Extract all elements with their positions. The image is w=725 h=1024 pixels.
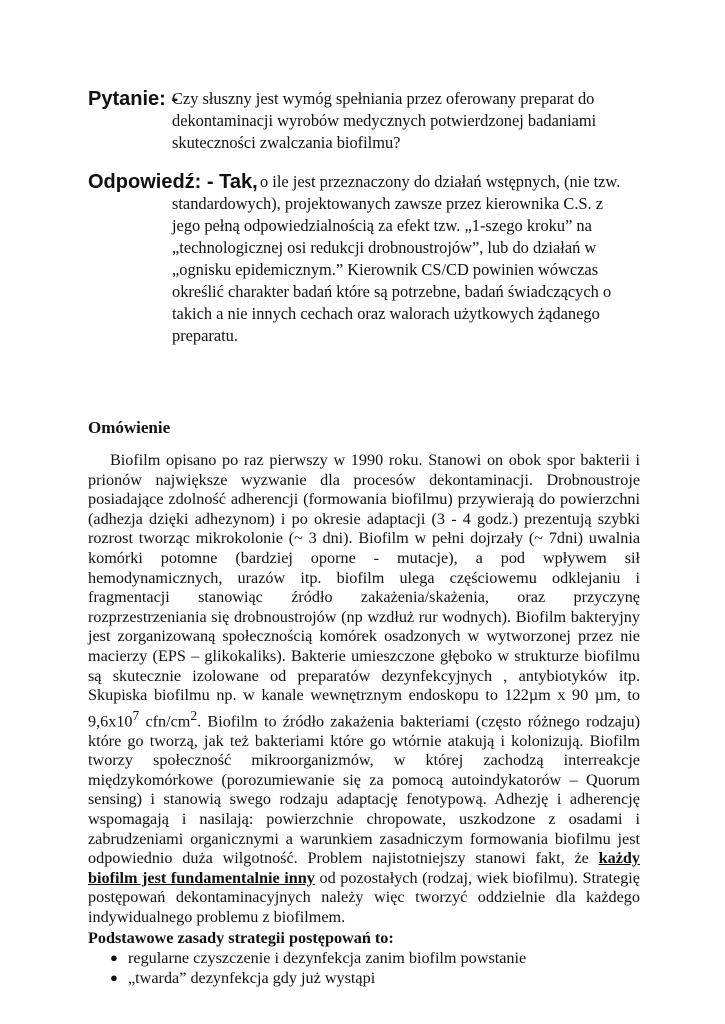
bullet-icon: ● <box>110 949 118 965</box>
answer-text <box>172 171 642 347</box>
question-line: dekontaminacji wyrobów medycznych potwierdzonej badaniami <box>172 111 597 130</box>
question-label: Pytanie: - <box>88 88 179 110</box>
question-line: skuteczności zwalczania biofilmu? <box>172 133 401 152</box>
discussion-section <box>88 417 640 928</box>
unit-superscript: 2 <box>190 707 198 723</box>
answer-line: „ognisku epidemicznym.” Kierownik CS/CD powinien wówczas <box>172 260 599 279</box>
question-line: Czy słuszny jest wymóg spełniania przez oferowany preparat do <box>172 89 595 108</box>
list-item-text: regularne czyszczenie i dezynfekcja zanim biofilm powstanie <box>128 948 527 967</box>
unit-text: cfn/cm <box>139 712 191 731</box>
strategy-title: Podstawowe zasady strategii postępowań to: <box>88 928 394 947</box>
answer-line: określić charakter badań które są potrzebne, badań świadczących o <box>172 282 612 301</box>
exponent-superscript: 7 <box>132 707 140 723</box>
paragraph-text-start: Biofilm opisano po raz pierwszy w 1990 roku. Stanowi on obok spor bakterii i prionów największe wyzwanie dla procesów dekontaminacji. Drobnoustroje posiadające zdolność adherencji (formowania biofilmu) przywierają do powierzchni (adhezja dzięki adhezynom) i po okresie adaptacji (3 - 4 godz.) prezentują szybki rozrost tworząc mikrokolonie (~ 3 dni). Biofilm w pełni dojrzały (~ 7dni) uwalnia komórki potomne (bardziej oporne - mutacje), a pod wpływem sił hemodynamicznych, urazów itp. biofilm ulega częściowemu odklejaniu i fragmentacji stanowiąc źródło zakażenia/skażenia, oraz przyczynę rozprzestrzeniania się drobnoustrojów (np wzdłuż rur wodnych). Biofilm bakteryjny jest zorganizowaną społecznością komórek osadzonych w wytworzonej przez nie macierzy (EPS – glikokaliks). Bakterie umieszczone głęboko w strukturze biofilmu są skutecznie izolowane od preparatów dezynfekcyjnych , antybiotyków itp. Skupiska biofilmu np. w kanale wewnętrznym endoskopu to 122µm x 90 µm, to 9,6x10 <box>88 451 640 731</box>
answer-line: „technologicznej osi redukcji drobnoustrojów”, lub do działań w <box>172 238 597 257</box>
strategy-section <box>88 928 640 988</box>
discussion-paragraph <box>88 451 640 928</box>
answer-first-line: o ile jest przeznaczony do działań wstępnych, (nie tzw. <box>260 172 621 191</box>
paragraph-text-middle: . Biofilm to źródło zakażenia bakteriami (często różnego rodzaju) które go tworzą, jak też bakteriami które go wtórnie atakują i kolonizują. Biofilm tworzy społeczność mikroorganizmów, w której zachodzą interreakcje międzykomórkowe (porozumiewanie się za pomocą autoindykatorów – Quorum sensing) i stanowią swego rodzaju adaptację fenotypową. Adhezję i adherencję wspomagają i nasilają: powierzchnie chropowate, uszkodzone z osadami i zabrudzeniami organicznymi a warunkiem zasadniczym formowania biofilmu jest odpowiednio duża wilgotność. Problem najistotniejszy stanowi fakt, że <box>88 712 640 868</box>
paragraph-text-end: od pozostałych (rodzaj, wiek biofilmu). Strategię postępowań dekontaminacyjnych należy więc tworzyć oddzielnie dla każdego indywidualnego problemu z biofilmem. <box>88 868 640 927</box>
answer-line: standardowych), projektowanych zawsze przez kierownika C.S. z <box>172 194 604 213</box>
answer-line: takich a nie innych cechach oraz walorach użytkowych żądanego <box>172 304 600 323</box>
bullet-icon: ● <box>110 969 118 985</box>
question-block <box>88 86 640 166</box>
list-item-text: „twarda” dezynfekcja gdy już wystąpi <box>128 968 376 987</box>
list-item <box>110 968 640 988</box>
answer-line: jego pełną odpowiedzialnością za efekt tzw. „1-szego kroku” na <box>172 216 592 235</box>
strategy-list <box>88 948 640 988</box>
list-item <box>110 948 640 968</box>
document-page <box>88 86 640 988</box>
answer-block <box>88 169 640 417</box>
discussion-title: Omówienie <box>88 418 171 437</box>
answer-line: preparatu. <box>172 326 238 345</box>
emphasis-text: każdy biofilm jest fundamentalnie inny <box>88 849 640 887</box>
answer-label: Odpowiedź: - Tak, <box>88 171 258 193</box>
question-text <box>172 88 632 154</box>
